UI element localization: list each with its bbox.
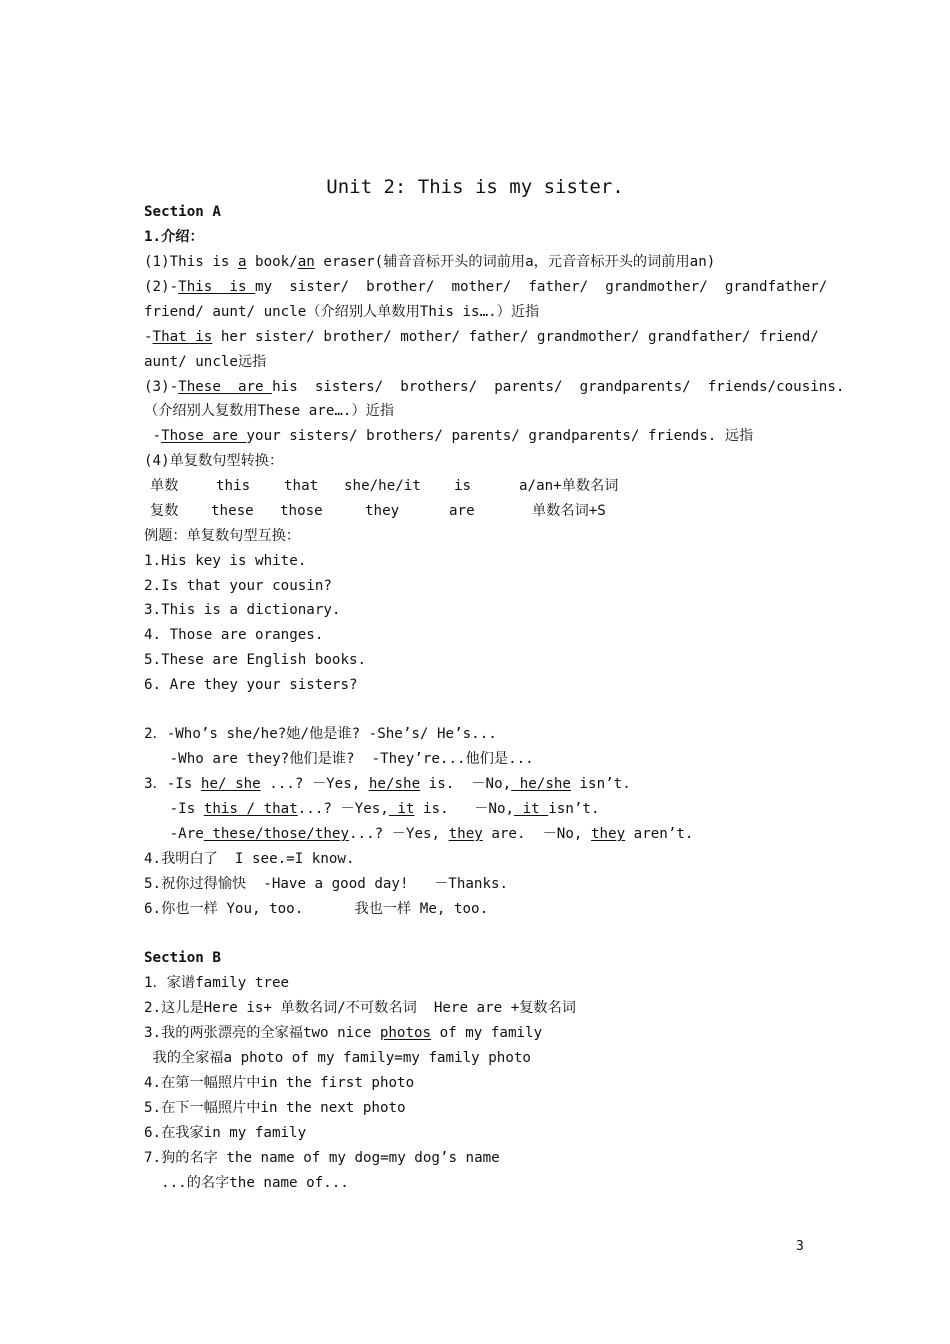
text-line: 5.祝你过得愉快 -Have a good day! －Thanks. <box>144 876 509 892</box>
table-cell: 复数 <box>150 503 179 519</box>
text-line: -Are these/those/they...? －Yes, they are. －No, they aren’t. <box>144 826 694 842</box>
table-cell: those <box>280 503 323 519</box>
text-line: aunt/ uncle远指 <box>144 354 267 370</box>
text-line: (4)单复数句型转换： <box>144 453 284 469</box>
text-line: 1．家谱family tree <box>144 975 290 991</box>
example-item: 5.These are English books. <box>144 652 367 668</box>
text-line: 3.我的两张漂亮的全家福two nice photos of my family <box>144 1025 543 1041</box>
table-cell: are <box>449 503 475 519</box>
text-line: 2．-Who’s she/he?她/他是谁? -She’s/ He’s... <box>144 726 497 742</box>
text-line: 5.在下一幅照片中in the next photo <box>144 1100 406 1116</box>
intro-heading: 1.介绍： <box>144 229 204 245</box>
text-line: 3．-Is he/ she ...? －Yes, he/she is. －No, he/she isn’t. <box>144 776 631 792</box>
table-cell: they <box>365 503 400 519</box>
table-cell: this <box>216 478 251 494</box>
example-item: 4. Those are oranges. <box>144 627 324 643</box>
text-line: 我的全家福a photo of my family=my family photo <box>144 1050 531 1066</box>
page-number: 3 <box>796 1239 804 1254</box>
section-a-heading: Section A <box>144 204 221 220</box>
text-line: 6.在我家in my family <box>144 1125 307 1141</box>
text-line: 4.我明白了 I see.=I know. <box>144 851 355 867</box>
text-line: 2.这儿是Here is+ 单数名词/不可数名词 Here are +复数名词 <box>144 1000 576 1016</box>
section-b-heading: Section B <box>144 950 221 966</box>
text-line: (1)This is a book/an eraser(辅音音标开头的词前用a，元音音标开头的词前用an) <box>144 254 716 270</box>
text-line: （介绍别人复数用These are….）近指 <box>144 403 395 419</box>
table-cell: is <box>454 478 472 494</box>
text-line: -Who are they?他们是谁? -They’re...他们是... <box>144 751 534 767</box>
text-line: 4.在第一幅照片中in the first photo <box>144 1075 415 1091</box>
text-line: friend/ aunt/ uncle（介绍别人单数用This is….）近指 <box>144 304 540 320</box>
text-line: 7.狗的名字 the name of my dog=my dog’s name <box>144 1150 500 1166</box>
example-item: 6. Are they your sisters? <box>144 677 358 693</box>
table-cell: these <box>211 503 254 519</box>
text-line: (3)-These are his sisters/ brothers/ parents/ grandparents/ friends/cousins. <box>144 379 845 395</box>
example-item: 2.Is that your cousin? <box>144 578 332 594</box>
page-title: Unit 2: This is my sister. <box>326 176 624 198</box>
table-cell: that <box>284 478 319 494</box>
text-line: 6.你也一样 You, too. 我也一样 Me, too. <box>144 901 489 917</box>
example-item: 3.This is a dictionary. <box>144 602 341 618</box>
table-cell: she/he/it <box>344 478 421 494</box>
table-cell: 单数名词+S <box>532 503 606 519</box>
table-cell: 单数 <box>150 478 179 494</box>
text-line: (2)-This is my sister/ brother/ mother/ father/ grandmother/ grandfather/ <box>144 279 828 295</box>
table-cell: a/an+单数名词 <box>519 478 619 494</box>
text-line: -Those are your sisters/ brothers/ parents/ grandparents/ friends. 远指 <box>144 428 754 444</box>
example-item: 1.His key is white. <box>144 553 307 569</box>
text-line: ...的名字the name of... <box>144 1175 349 1191</box>
text-line: -Is this / that...? －Yes, it is. －No, it isn’t. <box>144 801 600 817</box>
text-line: -That is her sister/ brother/ mother/ father/ grandmother/ grandfather/ friend/ <box>144 329 819 345</box>
example-heading: 例题：单复数句型互换： <box>144 528 301 544</box>
